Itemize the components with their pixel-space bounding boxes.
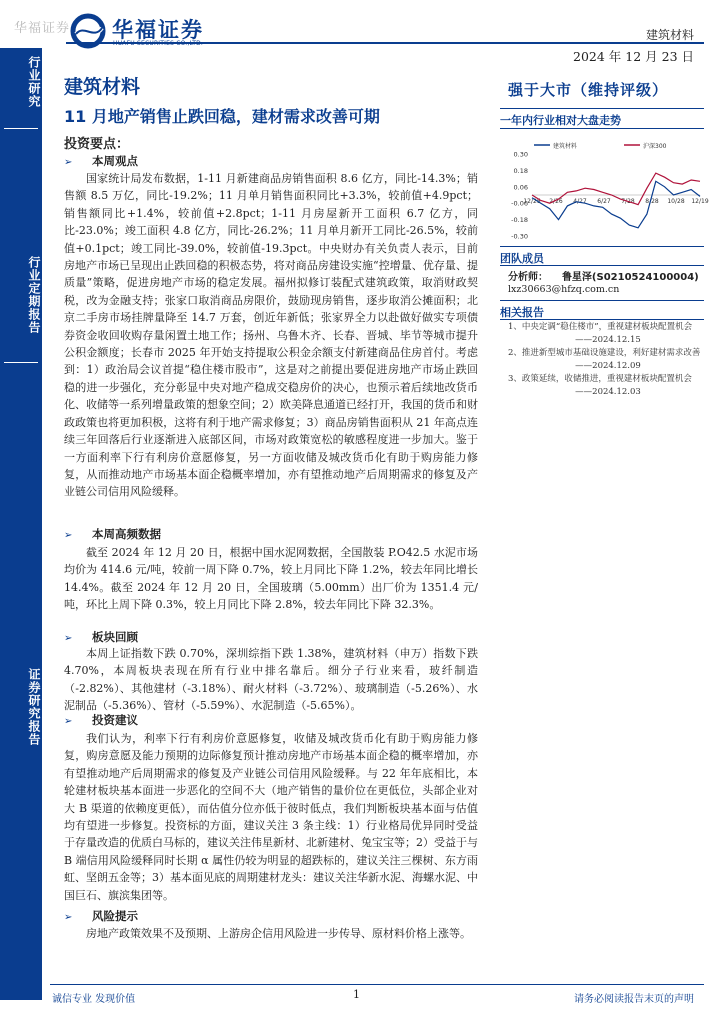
sector-title: 建筑材料: [64, 76, 141, 98]
section-paragraph: 房地产政策效果不及预期、上游房企信用风险进一步传导、原材料价格上涨等。: [86, 927, 471, 940]
section-heading-risk-warning: ➢ 风险提示: [64, 909, 138, 923]
sidebar-divider: [4, 362, 38, 363]
footer-divider: [50, 984, 704, 985]
bullet-arrow-icon: ➢: [64, 716, 73, 727]
sidebar-label-periodic-report: 行业定期报告: [27, 256, 41, 334]
analyst-name: 鲁星泽(S0210524100004): [561, 272, 699, 283]
y-tick-label: 0.06: [513, 183, 528, 192]
x-tick-label: 8/28: [645, 198, 659, 205]
related-report-item[interactable]: 3、政策延续，收储推进，重视建材板块配置机会 ——2024.12.03: [508, 374, 692, 397]
x-tick-label: 12/19: [691, 198, 709, 205]
related-report-item[interactable]: 1、中央定调“稳住楼市”，重视建材板块配置机会 ——2024.12.15: [508, 322, 693, 345]
section-paragraph: 本周上证指数下跌 0.70%，深圳综指下跌 1.38%，建筑材料（申万）指数下跌 4.70%，本周板块表现在所有行业中排名靠后。细分子行业来看，玻纤制造（-2.82%）、其他建材（-3.18%）、耐火材料（-3.72%）、玻璃制造（-5.26%）、水泥制品（-5.36%）、管材（-5.59%）、水泥制造（-5.65%）。: [64, 647, 478, 713]
right-divider: [500, 265, 704, 266]
logo-chinese-name: 华福证券: [112, 18, 204, 42]
page-number: 1: [353, 988, 360, 1001]
x-tick-label: 2/26: [549, 198, 563, 205]
legend-label-index: 沪深300: [643, 143, 667, 150]
y-tick-label: -0.06: [511, 199, 528, 208]
chart-heading: 一年内行业相对大盘走势: [500, 114, 621, 127]
section-heading-high-frequency-data: ➢ 本周高频数据: [64, 527, 161, 541]
report-headline: 11 月地产销售止跌回稳，建材需求改善可期: [64, 107, 380, 126]
report-date: 2024 年 12 月 23 日: [573, 49, 694, 64]
section-heading-weekly-view: ➢ 本周观点: [64, 154, 138, 168]
key-points-label: 投资要点：: [64, 137, 130, 152]
left-sidebar: [0, 48, 42, 1000]
related-report-item[interactable]: 2、推进新型城市基础设施建设，利好建材需求改善 ——2024.12.09: [508, 348, 701, 371]
right-divider: [500, 246, 704, 247]
related-reports-heading: 相关报告: [500, 306, 544, 319]
section-heading-sector-review: ➢ 板块回顾: [64, 630, 138, 644]
sidebar-label-industry-research: 行业研究: [27, 56, 41, 108]
watermark-text: 华福证券: [14, 21, 71, 36]
header-category: 建筑材料: [645, 28, 694, 42]
rating-label: 强于大市（维持评级）: [508, 81, 669, 99]
footer-slogan: 诚信专业 发现价值: [52, 994, 136, 1005]
right-divider: [500, 128, 704, 129]
x-tick-label: 12/25: [523, 198, 541, 205]
footer-disclaimer: 请务必阅读报告末页的声明: [574, 994, 694, 1005]
bullet-arrow-icon: ➢: [64, 157, 73, 168]
section-paragraph: 我们认为，利率下行有利房价意愿修复，收储及城改货币化有助于购房能力修复，购房意愿及能力预期的边际修复预计推动房地产市场基本面企稳的概率增加，亦有望推动地产后周期需求的修复及产业链公司信用风险缓释。与 22 年年底相比，本轮建材板块基本面进一步恶化的空间不大（地产销售的量价位在更低位，头部企业对大 B 渠道的依赖度更低），而估值分位亦低于彼时低点，我们判断板块基本面与估值均有望进一步修复。投资标的方面，建议关注 3 条主线：1）行业格局优异同时受益于存量改造的优质白马标的，建议关注伟星新材、北新建材、兔宝宝等；2）受益于与 B 端信用风险缓释同时长期 α 属性仍较为明显的超跌标的，建议关注三棵树、东方雨虹、坚朗五金等；3）基本面见底的周期建材龙头：建议关注华新水泥、海螺水泥、中国巨石、旗滨集团等。: [64, 732, 478, 902]
y-tick-label: -0.18: [511, 216, 528, 225]
bullet-arrow-icon: ➢: [64, 912, 73, 923]
right-divider: [500, 300, 704, 301]
bullet-arrow-icon: ➢: [64, 633, 73, 644]
y-tick-label: 0.30: [513, 150, 528, 159]
analyst-email[interactable]: lxz30663@hfzq.com.cn: [508, 284, 620, 295]
section-paragraph: 国家统计局发布数据，1-11 月新建商品房销售面积 8.6 亿方，同比-14.3%；销售额 8.5 万亿，同比-19.2%；11 月单月销售面积同比+3.3%，较前值+4.9pct；销售额同比+1.4%，较前值+2.8pct；1-11 月房屋新开工面积 6.7 亿方，同比-23.0%；竣工面积 4.8 亿方，同比-26.2%；11 月单月新开工同比-26.5%，较前值+0.1pct；竣工同比-39.0%，较前值-19.3pct。中央财办有关负责人表示，目前房地产市场已呈现出止跌回稳的积极态势，将对商品房建设实施“控增量、优存量、提质量”策略，促进房地产市场的稳定发展。福州拟修订装配式建筑政策，取消财政契税，改为金融支持；张家口取消商品房限价，鼓励现房销售，逐步取消公摊面积；北京二手房市场挂牌量降至 14.7 万套，创近年新低；张家界全力以赴做好做实专项债券资金收回收购存量闲置土地工作；扬州、乌鲁木齐、长春、晋城、毕节等城市提升公积金额度；长春市 2025 年开始支持提取公积金余额支付新建商品住房首付。考虑到：1）政治局会议首提“稳住楼市股市”，这是对之前提出要促进房地产市场止跌回稳的进一步强化，充分彰显中央对地产稳成交稳房价的决心，也预示着后续地改货币化、收储等一系列增量政策的想象空间；2）欧美降息通道已经打开，我国的货币和财政政策也将更加积极，这将有利于地产需求修复；3）商品房销售面积从 21 年高点连续三年回落后行业逐渐进入底部区间，市场对政策宽松的敏感程度进一步加大。鉴于一方面利率下行有利房价意愿修复，另一方面收储及城改货币化有助于购房能力修复，从而推动地产市场基本面企稳概率增加，亦有望推动地产后周期需求的修复及产业链公司信用风险缓释。: [64, 172, 478, 499]
right-divider: [500, 108, 704, 109]
y-tick-label: 0.18: [513, 166, 528, 175]
x-tick-label: 10/28: [667, 198, 685, 205]
header-divider: [66, 42, 704, 44]
x-tick-label: 7/28: [621, 198, 635, 205]
y-tick-label: -0.30: [511, 232, 528, 241]
section-heading-investment-advice: ➢ 投资建议: [64, 713, 138, 727]
legend-label-industry: 建筑材料: [553, 143, 578, 150]
sidebar-divider: [4, 128, 38, 129]
right-divider: [500, 319, 704, 320]
analyst-info: 分析师： 鲁星泽(S0210524100004): [508, 272, 699, 283]
relative-performance-chart: [500, 140, 709, 241]
x-tick-label: 4/27: [573, 198, 587, 205]
x-tick-label: 6/27: [597, 198, 611, 205]
sidebar-label-securities-report: 证券研究报告: [27, 668, 41, 746]
bullet-arrow-icon: ➢: [64, 530, 73, 541]
section-paragraph: 截至 2024 年 12 月 20 日，根据中国水泥网数据，全国散装 P.O42.5 水泥市场均价为 414.6 元/吨，较前一周下降 0.7%，较上月同比下降 1.2%，较去年同比增长 14.4%。截至 2024 年 12 月 20 日，全国玻璃（5.00mm）出厂价为 1351.4 元/吨，环比上周下降 0.3%，较上月同比下降 2.8%，较去年同比下降 32.3%。: [64, 546, 478, 612]
team-heading: 团队成员: [500, 252, 544, 265]
